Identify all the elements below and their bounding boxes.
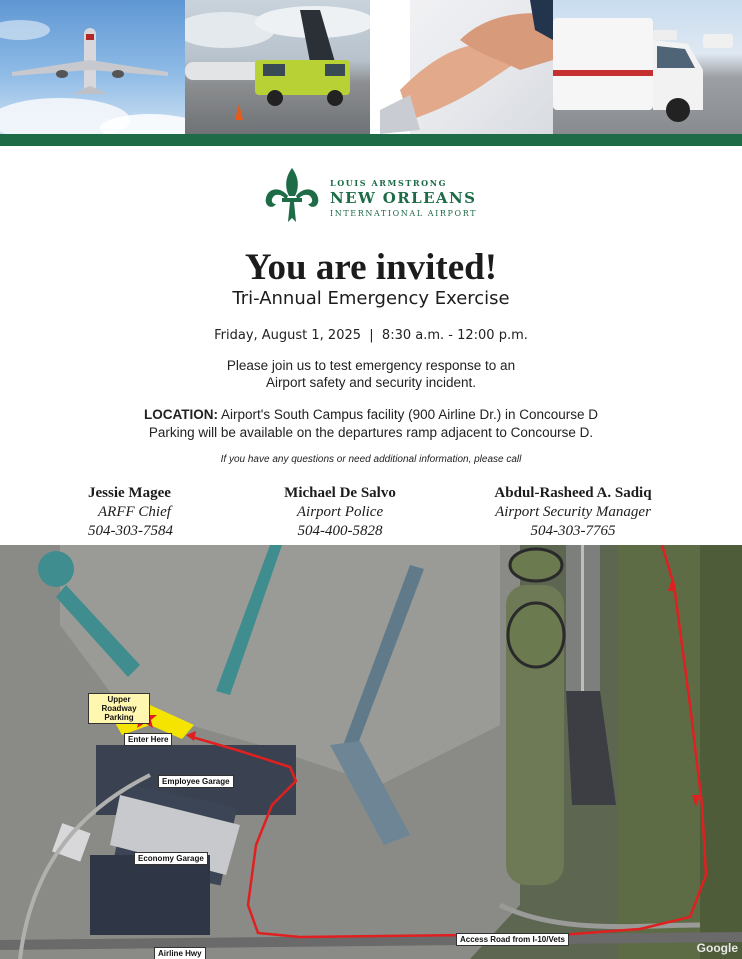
map-label-access-road: Access Road from I-10/Vets [456,933,569,946]
contact-role: Airport Security Manager [495,504,651,520]
event-datetime: Friday, August 1, 2025 | 8:30 a.m. - 12:00 p.m. [214,328,528,343]
map-attribution: Google [696,941,738,955]
contact-role: ARFF Chief [98,504,171,520]
contact-role: Airport Police [296,504,384,520]
contact-name: Abdul-Rasheed A. Sadiq [494,485,652,501]
logo-line-3: INTERNATIONAL AIRPORT [330,209,478,218]
contact-name: Michael De Salvo [284,485,396,501]
map-label-economy-garage: Economy Garage [134,852,208,865]
event-location [0,406,742,442]
invitation-subtitle: Tri-Annual Emergency Exercise [232,288,510,309]
contact-card [468,484,678,541]
map-label-airline-hwy: Airline Hwy [154,947,206,959]
photo-airplane-landing [0,0,185,134]
contact-name: Jessie Magee [88,485,171,501]
photo-ambulance [553,0,742,134]
contact-phone: 504-303-7765 [530,523,616,539]
aerial-map-image [0,545,742,959]
parking-text: Parking will be available on the departures ramp adjacent to Concourse D. [148,425,594,440]
aerial-map [0,545,742,959]
invitation-message [0,357,742,391]
header-divider-bar [0,134,742,146]
invitation-title: You are invited! [244,247,498,288]
logo-line-2: NEW ORLEANS [330,189,477,207]
invitation-message-line-1: Please join us to test emergency response to an [226,358,516,373]
questions-note: If you have any questions or need additional information, please call [220,454,522,465]
contact-phone: 504-303-7584 [88,523,173,539]
header-photo-strip [0,0,742,134]
contact-card [88,484,208,541]
contact-card [250,484,430,541]
contact-phone: 504-400-5828 [297,523,383,539]
location-label: LOCATION: [144,407,218,422]
location-text: Airport's South Campus facility (900 Airline Dr.) in Concourse D [221,407,598,422]
fleur-de-lis-icon [262,166,322,226]
invitation-message-line-2: Airport safety and security incident. [265,375,477,390]
photo-handshake [370,0,553,134]
logo-line-1: LOUIS ARMSTRONG [330,178,448,188]
map-label-employee-garage: Employee Garage [158,775,234,788]
map-label-upper-roadway: Upper Roadway Parking [88,693,150,724]
photo-fire-truck [185,0,370,134]
airport-logo [262,166,492,228]
map-label-enter-here: Enter Here [124,733,172,746]
